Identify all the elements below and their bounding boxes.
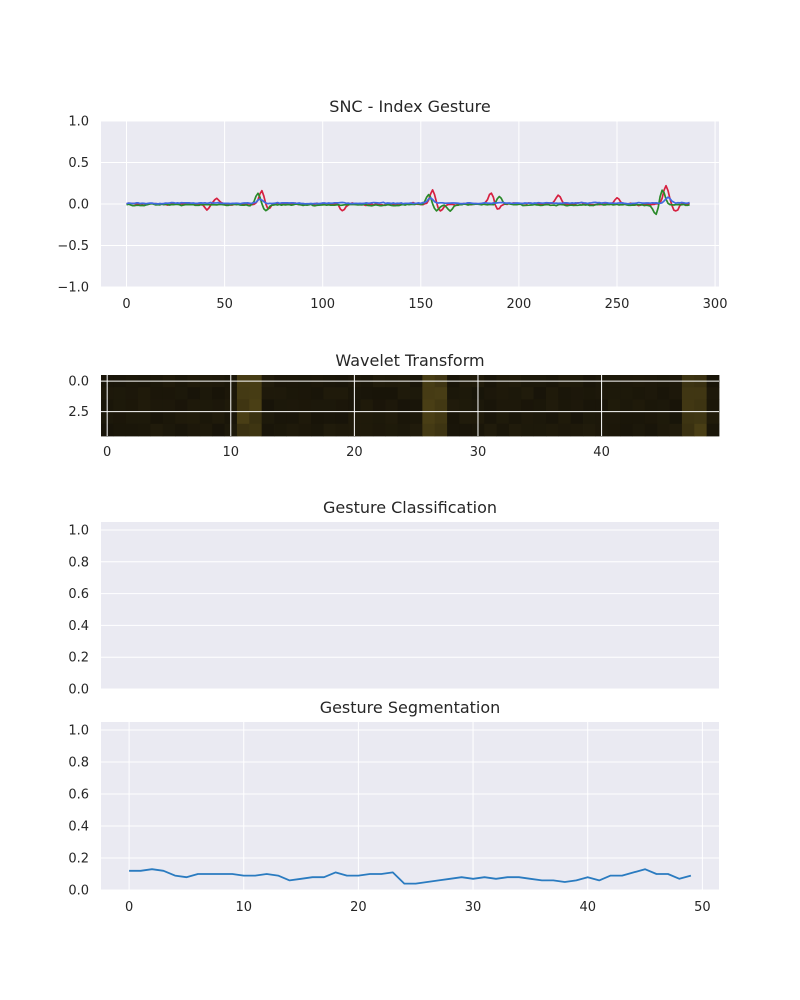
wavelet-cell (435, 412, 448, 425)
classification-y-tick-label: 0.0 (68, 682, 89, 698)
snc-x-tick-label: 300 (702, 297, 728, 312)
wavelet-cell (583, 424, 596, 437)
wavelet-cell (558, 387, 571, 400)
wavelet-cell (361, 424, 374, 437)
wavelet-cell (385, 399, 398, 412)
wavelet-cell (583, 399, 596, 412)
snc-y-tick-label: 0.0 (68, 197, 89, 213)
wavelet-cell (150, 387, 163, 400)
wavelet-cell (212, 424, 225, 437)
wavelet-cell (546, 424, 559, 437)
wavelet-cell (361, 399, 374, 412)
wavelet-cell (620, 412, 633, 425)
classification-y-tick-label: 1.0 (68, 523, 89, 539)
wavelet-cell (534, 412, 547, 425)
segmentation-x-tick-label: 50 (694, 900, 711, 915)
wavelet-cell (311, 424, 324, 437)
segmentation-x-tick-label: 0 (124, 900, 134, 915)
wavelet-cell (286, 412, 299, 425)
wavelet-cell (583, 412, 596, 425)
wavelet-cell (286, 424, 299, 437)
wavelet-x-tick-label: 40 (593, 445, 610, 460)
wavelet-cell (237, 387, 250, 400)
wavelet-x-tick-label: 10 (222, 445, 240, 460)
wavelet-cell (200, 412, 213, 425)
snc-x-tick-label: 100 (310, 297, 336, 312)
wavelet-cell (274, 399, 287, 412)
wavelet-cell (385, 387, 398, 400)
wavelet-cell (571, 424, 584, 437)
wavelet-cell (212, 412, 225, 425)
wavelet-cell (188, 387, 201, 400)
wavelet-cell (299, 387, 312, 400)
wavelet-cell (113, 424, 126, 437)
wavelet-cell (447, 399, 460, 412)
snc-panel (57, 97, 727, 312)
wavelet-cell (373, 412, 386, 425)
wavelet-cell (447, 387, 460, 400)
wavelet-title: Wavelet Transform (335, 351, 485, 370)
wavelet-cell (410, 387, 423, 400)
wavelet-cell (521, 424, 534, 437)
classification-y-tick-label: 0.6 (68, 587, 89, 603)
wavelet-cell (620, 399, 633, 412)
wavelet-cell (361, 412, 374, 425)
wavelet-cell (373, 387, 386, 400)
wavelet-cell (323, 387, 336, 400)
wavelet-cell (435, 399, 448, 412)
wavelet-cell (175, 387, 188, 400)
wavelet-cell (175, 424, 188, 437)
wavelet-cell (188, 412, 201, 425)
wavelet-cell (546, 412, 559, 425)
wavelet-cell (212, 387, 225, 400)
wavelet-cell (459, 412, 472, 425)
wavelet-cell (546, 387, 559, 400)
segmentation-title: Gesture Segmentation (319, 698, 501, 717)
wavelet-cell (670, 399, 683, 412)
wavelet-cell (657, 399, 670, 412)
wavelet-cell (138, 399, 151, 412)
wavelet-cell (620, 387, 633, 400)
wavelet-cell (694, 387, 707, 400)
wavelet-cell (188, 399, 201, 412)
wavelet-cell (336, 399, 349, 412)
wavelet-cell (682, 387, 695, 400)
wavelet-cell (558, 424, 571, 437)
wavelet-cell (509, 387, 522, 400)
wavelet-cell (682, 399, 695, 412)
wavelet-cell (323, 412, 336, 425)
wavelet-cell (645, 399, 658, 412)
wavelet-cell (398, 412, 411, 425)
wavelet-cell (422, 399, 435, 412)
wavelet-cell (113, 387, 126, 400)
wavelet-cell (608, 387, 621, 400)
wavelet-cell (311, 387, 324, 400)
wavelet-cell (608, 412, 621, 425)
wavelet-cell (484, 412, 497, 425)
wavelet-cell (398, 387, 411, 400)
wavelet-cell (484, 387, 497, 400)
segmentation-y-tick-label: 0.0 (68, 883, 89, 899)
wavelet-cell (509, 399, 522, 412)
wavelet-cell (509, 412, 522, 425)
wavelet-cell (657, 424, 670, 437)
wavelet-cell (237, 412, 250, 425)
classification-y-tick-label: 0.8 (68, 555, 89, 571)
classification-panel (68, 498, 719, 698)
wavelet-cell (410, 424, 423, 437)
wavelet-cell (694, 424, 707, 437)
wavelet-cell (336, 387, 349, 400)
wavelet-x-tick-label: 30 (469, 445, 487, 460)
segmentation-y-tick-label: 0.4 (68, 819, 89, 835)
wavelet-cell (126, 387, 139, 400)
segmentation-y-tick-label: 0.2 (68, 851, 89, 867)
segmentation-y-tick-label: 0.8 (68, 755, 89, 771)
wavelet-cell (459, 399, 472, 412)
wavelet-cell (286, 387, 299, 400)
wavelet-cell (299, 399, 312, 412)
wavelet-cell (274, 412, 287, 425)
wavelet-cell (410, 399, 423, 412)
wavelet-cell (237, 424, 250, 437)
wavelet-cell (447, 424, 460, 437)
wavelet-heatmap (101, 375, 719, 436)
wavelet-x-tick-label: 0 (103, 445, 112, 460)
wavelet-cell (150, 399, 163, 412)
wavelet-cell (484, 399, 497, 412)
wavelet-cell (323, 399, 336, 412)
classification-axes-background (101, 522, 719, 689)
wavelet-cell (497, 399, 510, 412)
wavelet-cell (447, 412, 460, 425)
wavelet-cell (632, 412, 645, 425)
classification-title: Gesture Classification (322, 498, 498, 517)
wavelet-cell (670, 412, 683, 425)
wavelet-cell (558, 412, 571, 425)
wavelet-cell (608, 424, 621, 437)
wavelet-cell (571, 387, 584, 400)
wavelet-cell (422, 387, 435, 400)
wavelet-cell (262, 387, 275, 400)
wavelet-cell (150, 412, 163, 425)
snc-x-tick-label: 200 (506, 297, 532, 312)
wavelet-cell (707, 424, 720, 437)
segmentation-y-tick-label: 0.6 (68, 787, 89, 803)
wavelet-cell (175, 412, 188, 425)
wavelet-cell (534, 387, 547, 400)
wavelet-cell (200, 399, 213, 412)
wavelet-cell (262, 412, 275, 425)
wavelet-cell (126, 424, 139, 437)
wavelet-cell (571, 412, 584, 425)
segmentation-x-tick-label: 40 (579, 900, 596, 915)
wavelet-cell (497, 387, 510, 400)
wavelet-cell (138, 424, 151, 437)
segmentation-panel (68, 698, 719, 915)
wavelet-cell (459, 387, 472, 400)
wavelet-cell (249, 424, 262, 437)
snc-y-tick-label: 1.0 (68, 114, 89, 130)
wavelet-cell (682, 412, 695, 425)
wavelet-cell (311, 412, 324, 425)
classification-y-tick-label: 0.4 (68, 618, 89, 634)
wavelet-cell (682, 424, 695, 437)
wavelet-cell (422, 412, 435, 425)
wavelet-cell (422, 424, 435, 437)
wavelet-cell (361, 387, 374, 400)
wavelet-cell (484, 424, 497, 437)
wavelet-cell (212, 399, 225, 412)
wavelet-cell (571, 399, 584, 412)
wavelet-cell (509, 424, 522, 437)
wavelet-cell (274, 424, 287, 437)
wavelet-cell (670, 424, 683, 437)
wavelet-cell (435, 424, 448, 437)
wavelet-cell (373, 399, 386, 412)
wavelet-cell (608, 399, 621, 412)
wavelet-cell (620, 424, 633, 437)
segmentation-axes-background (101, 722, 719, 890)
wavelet-cell (175, 399, 188, 412)
wavelet-cell (645, 412, 658, 425)
wavelet-cell (558, 399, 571, 412)
wavelet-cell (694, 412, 707, 425)
snc-x-tick-label: 150 (408, 297, 434, 312)
wavelet-cell (521, 412, 534, 425)
wavelet-cell (163, 412, 176, 425)
wavelet-cell (398, 399, 411, 412)
wavelet-cell (163, 387, 176, 400)
segmentation-y-tick-label: 1.0 (68, 723, 89, 739)
wavelet-cell (138, 387, 151, 400)
wavelet-y-tick-label: 0.0 (68, 374, 89, 390)
wavelet-cell (521, 387, 534, 400)
wavelet-cell (150, 424, 163, 437)
wavelet-cell (113, 399, 126, 412)
snc-y-tick-label: −0.5 (57, 239, 89, 254)
wavelet-cell (694, 399, 707, 412)
wavelet-cell (632, 424, 645, 437)
wavelet-cell (237, 399, 250, 412)
wavelet-cell (521, 399, 534, 412)
wavelet-cell (645, 424, 658, 437)
wavelet-cell (200, 424, 213, 437)
wavelet-cell (286, 399, 299, 412)
wavelet-cell (707, 412, 720, 425)
wavelet-cell (385, 424, 398, 437)
wavelet-cell (126, 399, 139, 412)
wavelet-cell (670, 387, 683, 400)
wavelet-cell (336, 424, 349, 437)
wavelet-cell (373, 424, 386, 437)
wavelet-cell (632, 399, 645, 412)
segmentation-x-tick-label: 20 (350, 900, 367, 915)
wavelet-cell (657, 387, 670, 400)
wavelet-cell (534, 424, 547, 437)
wavelet-cell (113, 412, 126, 425)
wavelet-cell (336, 412, 349, 425)
wavelet-cell (632, 387, 645, 400)
wavelet-cell (497, 412, 510, 425)
snc-x-tick-label: 50 (216, 297, 233, 312)
wavelet-cell (398, 424, 411, 437)
wavelet-cell (163, 399, 176, 412)
segmentation-x-tick-label: 30 (464, 900, 482, 915)
wavelet-cell (188, 424, 201, 437)
wavelet-x-tick-label: 20 (346, 445, 363, 460)
wavelet-cell (435, 387, 448, 400)
segmentation-x-tick-label: 10 (235, 900, 253, 915)
snc-y-tick-label: −1.0 (57, 280, 89, 296)
wavelet-cell (546, 399, 559, 412)
wavelet-cell (534, 399, 547, 412)
wavelet-cell (459, 424, 472, 437)
wavelet-cell (249, 399, 262, 412)
wavelet-cell (707, 387, 720, 400)
wavelet-cell (323, 424, 336, 437)
classification-y-tick-label: 0.2 (68, 650, 89, 666)
snc-x-tick-label: 250 (604, 297, 630, 312)
snc-x-tick-label: 0 (122, 297, 131, 312)
wavelet-cell (249, 387, 262, 400)
wavelet-cell (274, 387, 287, 400)
wavelet-cell (583, 387, 596, 400)
wavelet-cell (299, 412, 312, 425)
wavelet-cell (163, 424, 176, 437)
wavelet-cell (311, 399, 324, 412)
wavelet-cell (262, 424, 275, 437)
wavelet-cell (645, 387, 658, 400)
wavelet-cell (126, 412, 139, 425)
wavelet-cell (657, 412, 670, 425)
wavelet-y-tick-label: 2.5 (68, 405, 89, 421)
wavelet-cell (410, 412, 423, 425)
wavelet-cell (249, 412, 262, 425)
wavelet-cell (707, 399, 720, 412)
snc-title: SNC - Index Gesture (329, 97, 491, 116)
wavelet-cell (385, 412, 398, 425)
snc-y-tick-label: 0.5 (68, 156, 89, 171)
wavelet-cell (138, 412, 151, 425)
wavelet-cell (262, 399, 275, 412)
wavelet-cell (497, 424, 510, 437)
wavelet-cell (299, 424, 312, 437)
wavelet-cell (200, 387, 213, 400)
